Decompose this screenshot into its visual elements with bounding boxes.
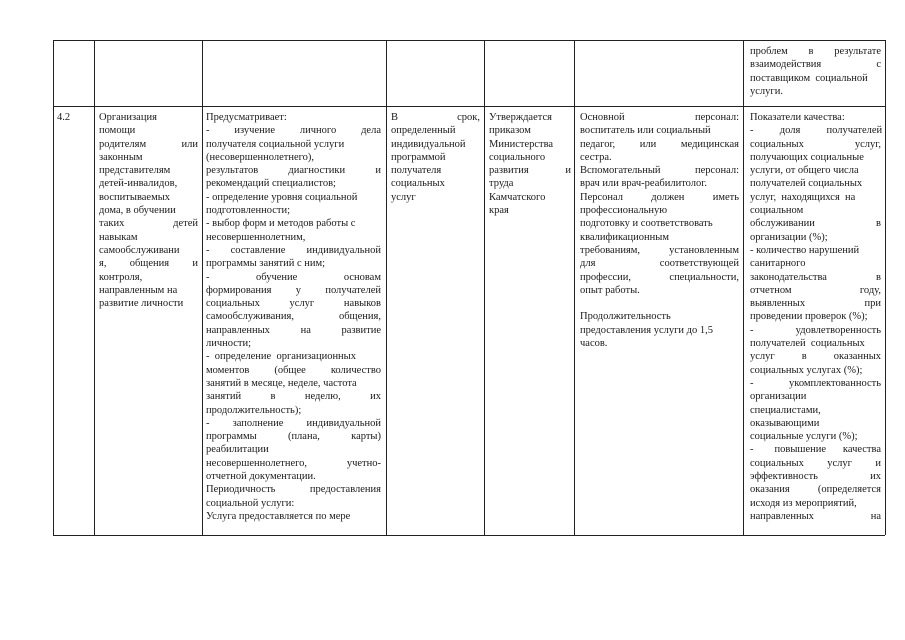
- text-line: навыкам: [99, 231, 138, 243]
- text-line: развитие личности: [99, 298, 184, 310]
- text-line: социальных услуг,: [750, 138, 881, 150]
- text-line: получателя: [391, 165, 442, 177]
- text-line: - количество нарушений: [750, 244, 860, 256]
- text-line: специалистами,: [750, 404, 821, 416]
- text-line: взаимодействия с: [750, 59, 881, 71]
- col-border-3: [386, 40, 387, 535]
- text-line: социальных услуг навыков: [206, 298, 381, 310]
- text-line: В срок,: [391, 112, 480, 123]
- text-line: социальных: [391, 178, 445, 190]
- text-line: - доля получателей: [750, 125, 883, 137]
- text-line: Персонал должен иметь: [580, 191, 739, 203]
- text-line: проведении проверок (%);: [750, 311, 868, 323]
- text-line: профессиональную: [580, 205, 668, 217]
- text-line: помощи: [99, 125, 136, 137]
- text-line: социальной услуги:: [206, 497, 295, 509]
- text-line: рекомендаций специалистов;: [206, 178, 336, 190]
- text-line: часов.: [580, 338, 608, 350]
- text-line: занятий в неделю, их: [206, 391, 381, 403]
- text-line: социальном: [750, 205, 804, 217]
- text-line: моментов (общее количество: [206, 364, 381, 376]
- text-line: исходя из мероприятий,: [750, 497, 857, 509]
- text-line: поставщиком социальной: [750, 72, 868, 84]
- text-line: услуги.: [750, 85, 783, 97]
- text-line: реабилитации: [206, 444, 269, 456]
- text-line: подготовленности;: [206, 205, 291, 217]
- text-line: - выбор форм и методов работы с: [206, 218, 356, 230]
- text-line: индивидуальной: [391, 138, 466, 150]
- text-line: социальных услуг и: [750, 457, 881, 469]
- table-bottom-border: [53, 535, 885, 536]
- text-line: получающих социальные: [750, 151, 864, 163]
- text-line: представителям: [99, 165, 171, 177]
- text-line: отчетной документации.: [206, 471, 316, 483]
- text-line: - изучение личного дела: [206, 125, 381, 137]
- text-line: получателей социальных: [750, 178, 863, 190]
- service-name-cell: [99, 111, 198, 310]
- text-line: социальных услугах (%);: [750, 364, 863, 376]
- text-line: сестра.: [580, 151, 612, 163]
- text-line: Услуга предоставляется по мере: [206, 510, 351, 522]
- text-line: опыт работы.: [580, 284, 640, 296]
- text-line: санитарного: [750, 258, 806, 270]
- text-line: несовершеннолетнего, учетно-: [206, 457, 381, 469]
- text-line: услуг в оказанных: [750, 351, 881, 363]
- text-line: формирования у получателей: [206, 284, 381, 296]
- text-line: Продолжительность: [580, 311, 671, 323]
- text-line: услуг, находящихся на: [750, 191, 856, 203]
- text-line: организации (%);: [750, 231, 828, 243]
- col-border-2: [202, 40, 203, 535]
- text-line: социального: [489, 151, 546, 163]
- text-line: я, общения и: [99, 258, 198, 270]
- row-number: [57, 111, 91, 124]
- text-line: отчетном году,: [750, 284, 881, 296]
- text-line: предоставления услуги до 1,5: [580, 324, 713, 336]
- text-line: воспитываемых: [99, 191, 171, 203]
- conditions-cell: [580, 111, 739, 350]
- text-line: направленных на развитие: [206, 324, 381, 336]
- text-line: направленных на: [750, 510, 881, 522]
- text-line: приказом: [489, 125, 531, 137]
- text-line: выявленных при: [750, 298, 881, 310]
- text-line: законодательства в: [750, 271, 881, 283]
- text-line: контроля,: [99, 271, 143, 283]
- text-line: получателя социальной услуги: [206, 138, 345, 150]
- col-border-7: [885, 40, 886, 535]
- col-border-1: [94, 40, 95, 535]
- text-line: - обучение основам: [206, 271, 381, 283]
- text-line: - укомплектованность: [750, 377, 881, 389]
- text-line: развития и: [489, 165, 571, 177]
- text-line: законным: [99, 151, 143, 163]
- text-line: врач или врач-реабилитолог.: [580, 178, 707, 190]
- text-line: - определение уровня социальной: [206, 191, 358, 203]
- text-line: оказывающими: [750, 417, 820, 429]
- text-line: профессии, специальности,: [580, 271, 739, 283]
- text-line: личности;: [206, 338, 252, 350]
- text-line: оказания (определяется: [750, 484, 881, 496]
- row-separator: [53, 106, 885, 107]
- table-top-border: [53, 40, 885, 41]
- text-line: направленным на: [99, 284, 178, 296]
- text-line: проблем в результате: [750, 46, 881, 57]
- text-line: дома, в обучении: [99, 205, 176, 217]
- text-line: программой: [391, 151, 446, 163]
- text-line: несовершеннолетним,: [206, 231, 306, 243]
- tariff-cell: [489, 111, 571, 217]
- text-line: социальные услуги (%);: [750, 431, 858, 443]
- text-line: - повышение качества: [750, 444, 881, 456]
- text-line: Министерства: [489, 138, 554, 150]
- text-line: - заполнение индивидуальной: [206, 417, 381, 429]
- col-border-4: [484, 40, 485, 535]
- text-line: Периодичность предоставления: [206, 484, 381, 496]
- text-line: организации: [750, 391, 807, 403]
- col-border-0: [53, 40, 54, 535]
- text-line: 4.2: [57, 112, 71, 123]
- text-line: Вспомогательный персонал:: [580, 165, 739, 177]
- text-line: воспитатель или социальный: [580, 125, 711, 137]
- text-line: самообслуживани: [99, 244, 180, 256]
- text-line: края: [489, 205, 509, 217]
- quality-indicators-cell: [750, 111, 881, 523]
- text-line: детей-инвалидов,: [99, 178, 178, 190]
- text-line: подготовку и соответствовать: [580, 218, 713, 230]
- text-line: Предусматривает:: [206, 112, 287, 123]
- text-line: труда: [489, 178, 514, 190]
- text-line: Утверждается: [489, 112, 552, 123]
- text-line: Показатели качества:: [750, 112, 845, 123]
- text-line: программы (плана, карты): [206, 431, 381, 443]
- col-border-6: [743, 40, 744, 535]
- service-content-cell: [206, 111, 381, 523]
- text-line: результатов диагностики и: [206, 165, 381, 177]
- text-line: - определение организационных: [206, 351, 356, 363]
- text-line: [580, 297, 739, 310]
- service-term-cell: [391, 111, 480, 204]
- text-line: - составление индивидуальной: [206, 244, 381, 256]
- text-line: программы занятий с ним;: [206, 258, 326, 270]
- text-line: получателей социальных: [750, 338, 865, 350]
- text-line: продолжительность);: [206, 404, 302, 416]
- text-line: родителям или: [99, 138, 198, 150]
- text-line: - удовлетворенность: [750, 324, 881, 336]
- text-line: обслуживании в: [750, 218, 881, 230]
- text-line: педагог, или медицинская: [580, 138, 739, 150]
- text-line: квалификационным: [580, 231, 669, 243]
- text-line: Камчатского: [489, 191, 546, 203]
- text-line: таких детей: [99, 218, 198, 230]
- text-line: Организация: [99, 112, 157, 123]
- text-line: самообслуживания, общения,: [206, 311, 381, 323]
- text-line: услуги, от общего числа: [750, 165, 859, 177]
- text-line: определенный: [391, 125, 456, 137]
- text-line: услуг: [391, 191, 416, 203]
- text-line: Основной персонал:: [580, 112, 739, 123]
- top-row-col8-text: [750, 45, 881, 98]
- text-line: (несовершеннолетнего),: [206, 151, 315, 163]
- text-line: для соответствующей: [580, 258, 739, 270]
- col-border-5: [574, 40, 575, 535]
- text-line: занятий в месяце, неделе, частота: [206, 377, 357, 389]
- text-line: требованиям, установленным: [580, 244, 739, 256]
- text-line: эффективность их: [750, 471, 881, 483]
